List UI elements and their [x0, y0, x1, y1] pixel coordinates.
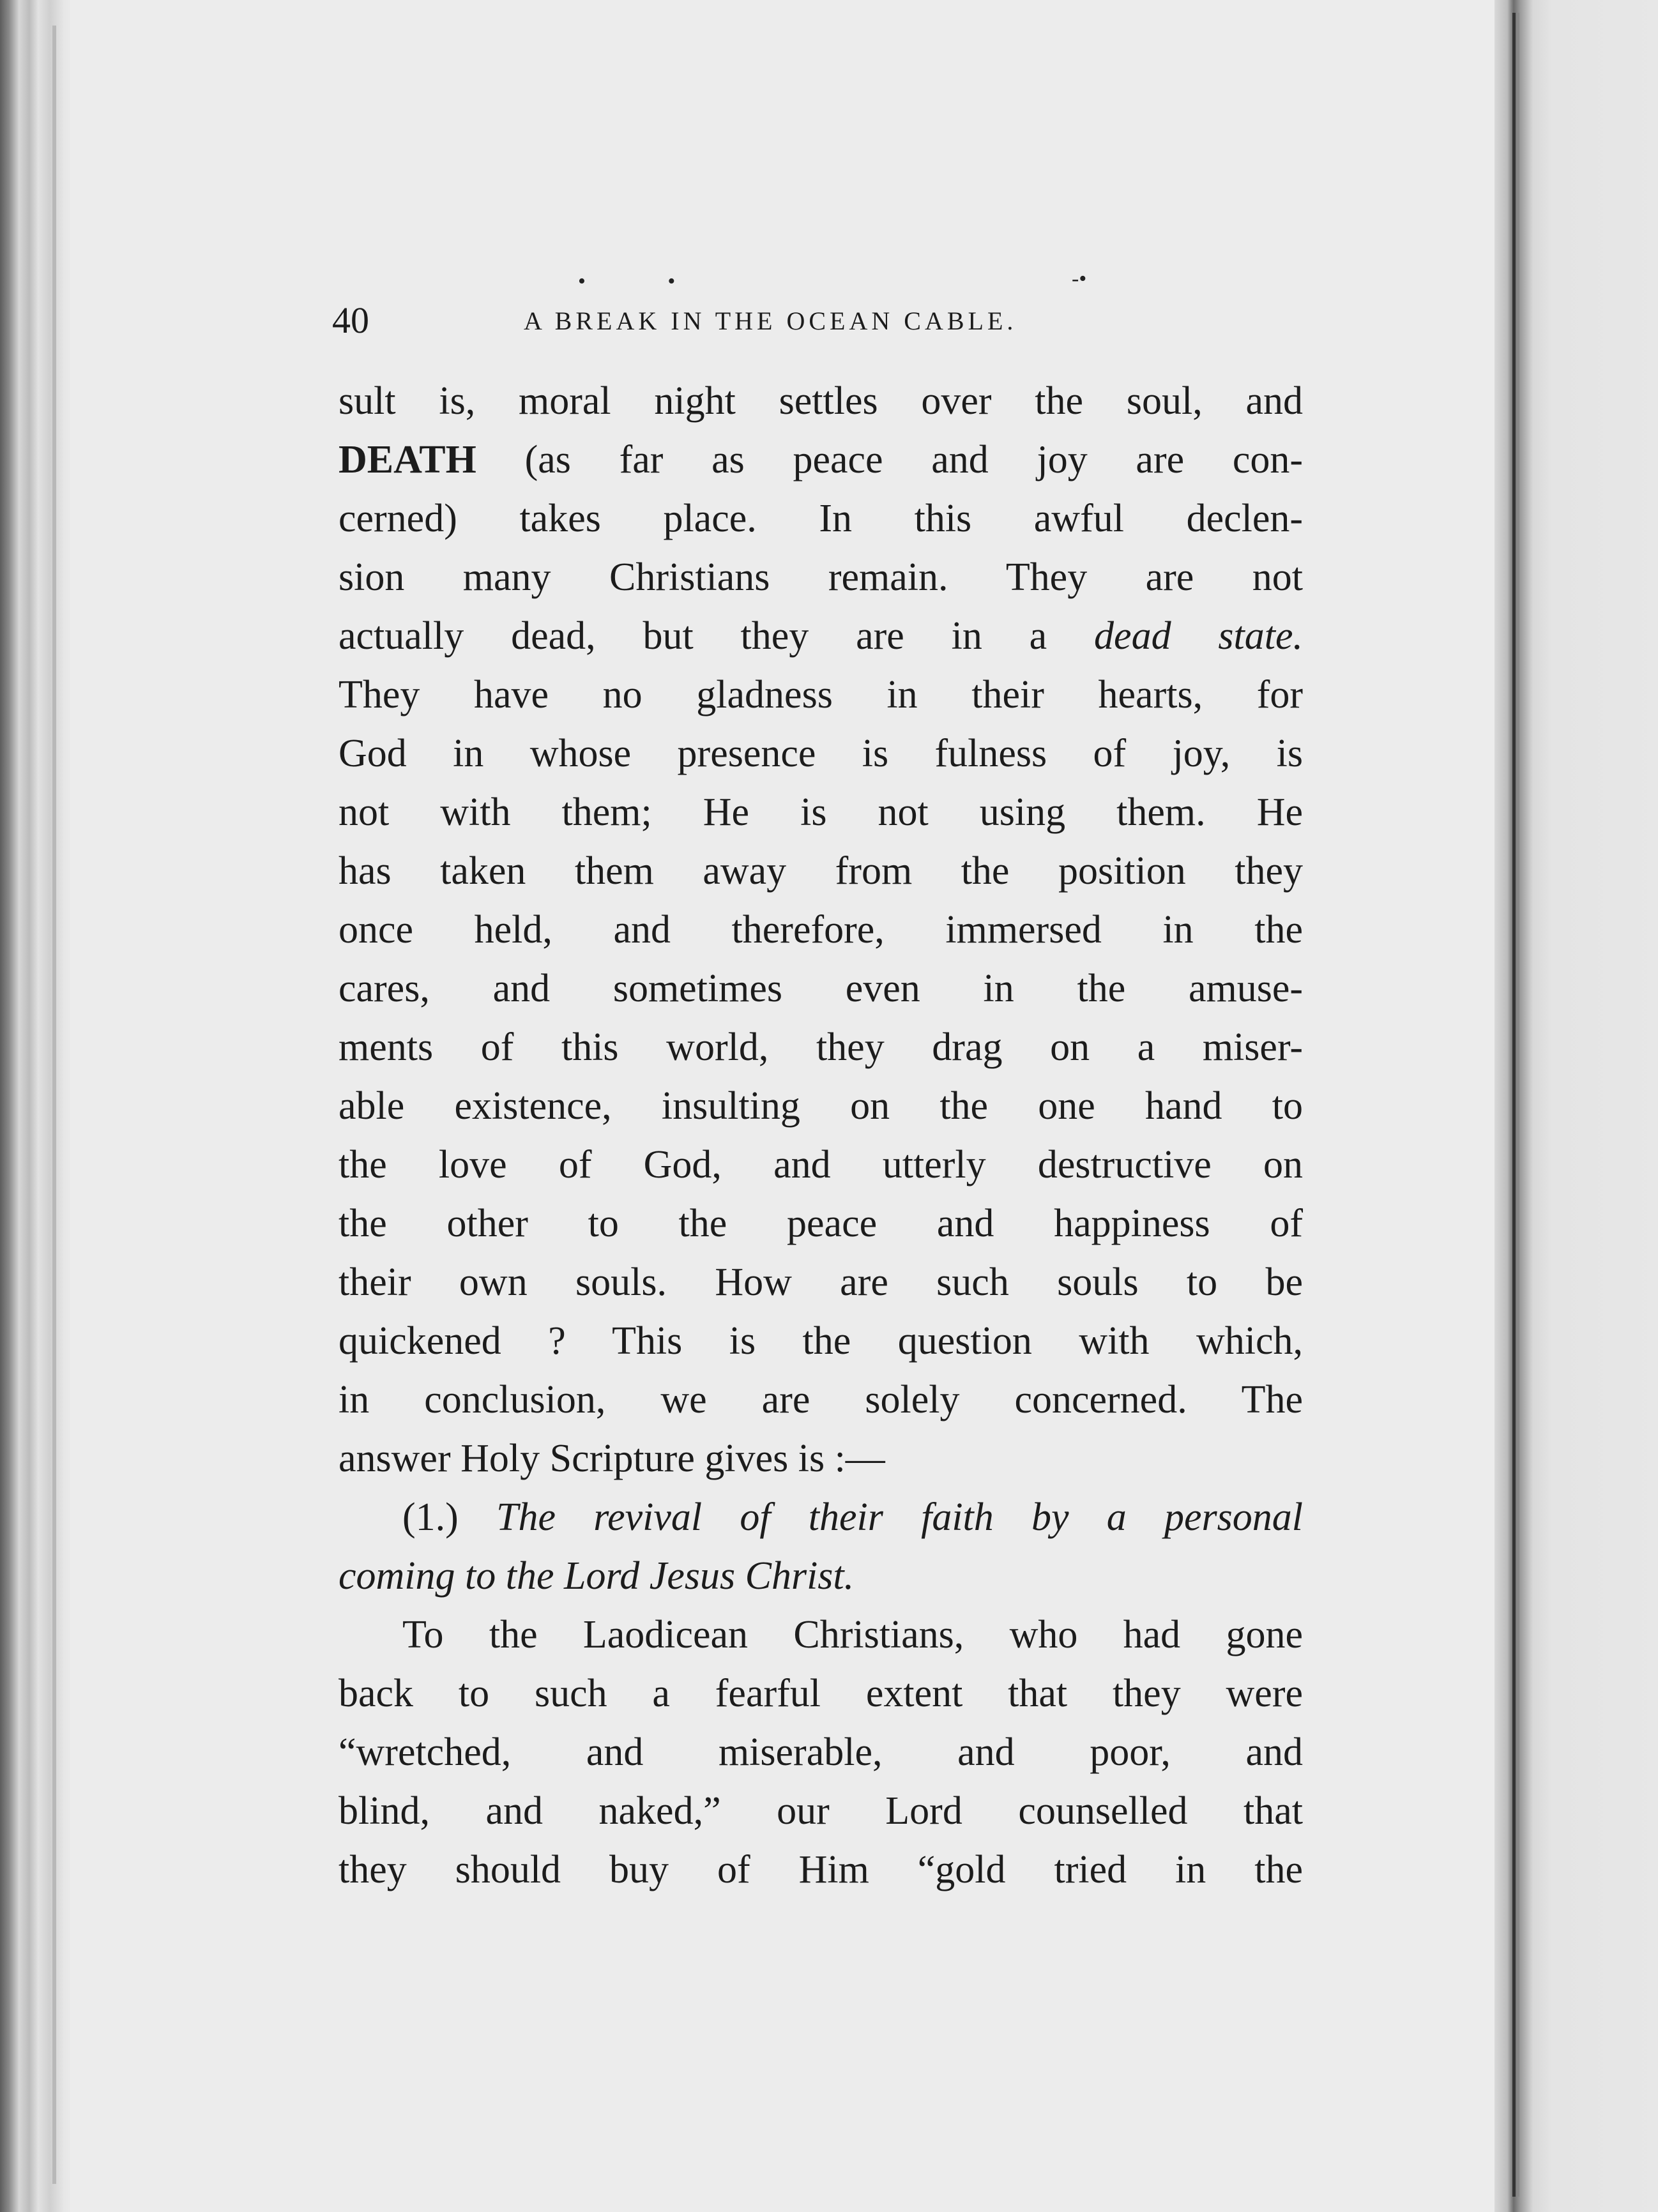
text-line: able existence, insulting on the one hand to	[338, 1084, 1303, 1128]
text-line: cerned) takes place. In this awful declen-	[338, 497, 1303, 540]
ink-speck: -•	[1072, 267, 1087, 291]
emphasis-death: DEATH	[338, 438, 476, 481]
text-line: sion many Christians remain. They are not	[338, 556, 1303, 599]
text-line	[338, 607, 1303, 665]
text-line	[338, 430, 1303, 489]
page-header	[332, 295, 1099, 346]
text-span: (as far as peace and joy are con-	[476, 438, 1303, 481]
text-line: cares, and sometimes even in the amuse-	[338, 967, 1303, 1010]
point-text-line: coming to the Lord Jesus Christ.	[338, 1554, 855, 1598]
text-line: the other to the peace and happiness of	[338, 1202, 1303, 1245]
text-line: blind, and naked,” our Lord counselled that	[338, 1789, 1303, 1833]
text-line: not with them; He is not using them. He	[338, 791, 1303, 834]
emphasis-dead-state: dead state.	[1094, 614, 1304, 658]
text-line: in conclusion, we are solely concerned. The	[338, 1378, 1303, 1421]
text-span: actually dead, but they are in a	[338, 614, 1095, 658]
right-page-edge-line-secondary	[1517, 13, 1519, 2197]
text-line: once held, and therefore, immersed in the	[338, 908, 1303, 951]
point-marker: (1.)	[402, 1496, 497, 1539]
text-line: “wretched, and miserable, and poor, and	[338, 1731, 1303, 1774]
point-text: The revival of their faith by a personal	[496, 1496, 1303, 1539]
text-line: answer Holy Scripture gives is :—	[338, 1437, 885, 1480]
text-line: the love of God, and utterly destructive on	[338, 1143, 1303, 1186]
text-line: quickened ? This is the question with which,	[338, 1319, 1303, 1363]
text-line: has taken them away from the position they	[338, 849, 1303, 893]
body-text	[338, 372, 1303, 1899]
page-number: 40	[332, 299, 369, 341]
left-binding-line	[52, 26, 56, 2184]
text-line: they should buy of Him “gold tried in the	[338, 1848, 1303, 1891]
ink-specks: • •	[578, 269, 714, 293]
left-binding-shadow	[0, 0, 70, 2212]
text-line: They have no gladness in their hearts, for	[338, 673, 1303, 716]
numbered-point	[338, 1488, 1303, 1547]
text-line: ments of this world, they drag on a miser-	[338, 1026, 1303, 1069]
text-line: God in whose presence is fulness of joy, is	[338, 732, 1303, 775]
text-line: sult is, moral night settles over the soul, and	[338, 379, 1303, 423]
text-line: back to such a fearful extent that they were	[338, 1672, 1303, 1715]
text-line: To the Laodicean Christians, who had gone	[402, 1613, 1303, 1656]
running-head: A BREAK IN THE OCEAN CABLE.	[524, 307, 1017, 335]
right-page-edge-line	[1512, 13, 1516, 2197]
text-line: their own souls. How are such souls to be	[338, 1261, 1303, 1304]
